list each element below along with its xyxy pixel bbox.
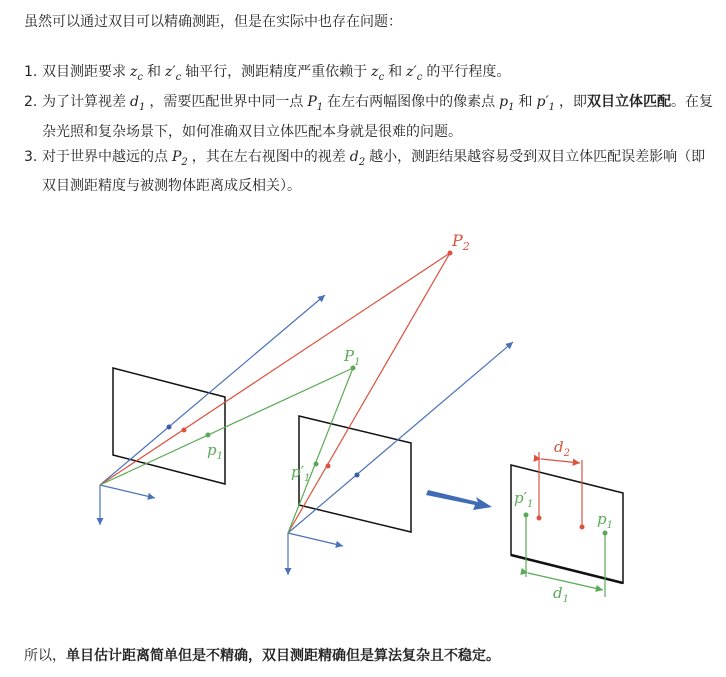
label-P2: $P_2$ [452,231,470,253]
bold-term: 双目立体匹配 [587,93,671,110]
math-P1: $P_1$ [307,93,324,113]
math-d1: $d_1$ [130,93,146,113]
label-p1prime-middle: $p'_1$ [291,463,311,484]
right-p1prime-point [314,462,319,467]
d2-arrow [541,459,580,463]
math-zc: $z_c$ [130,64,143,83]
ray-right-P2 [288,253,450,533]
label-P1: $P_1$ [344,347,361,368]
left-camera [100,253,450,525]
problem-list [24,60,714,199]
left-P2-projection [182,428,187,433]
list-item: 2. 为了计算视差 $d_1$ ，需要匹配世界中同一点 $P_1$ 在左右两幅图像中的像素点 $p_1$ 和 $p'_1$ ，即双目立体匹配。在复杂光照和复杂场景下，如何准确双目立体匹配本身就是很难的问题。 [24,93,713,140]
math-d2: $d_2$ [349,148,366,168]
ray-left-P2 [100,253,450,485]
left-p1-point [206,433,211,438]
label-p1prime-right: $p'_1$ [514,489,534,510]
list-item: 1. 双目测距要求 $z_c$ 和 $z'_c$ 轴平行，测距精度严重依赖于 $z_c$ 和 $z'_c$ 的平行程度。 [24,64,511,83]
list-item: 3. 对于世界中越远的点 $P_2$ ，其在左右视图中的视差 $d_2$ 越小，测距结果越容易受到双目立体匹配误差影响（即双目测距精度与被测物体距离成反相关）。 [24,148,706,195]
conclusion-text: 所以，单目估计距离简单但是不精确，双目测距精确但是算法复杂且不稳定。 [24,648,500,664]
label-d1: $d_1$ [553,584,569,605]
right-axis-x [288,533,343,546]
intro-text: 虽然可以通过双目可以精确测距，但是在实际中也存在问题： [24,14,402,30]
math-zc: $z_c$ [371,64,385,83]
right-camera [288,253,513,575]
ray-left-P1 [100,368,353,485]
right-P2-projection [326,464,331,469]
math-p1-prime: $p'_1$ [536,93,555,113]
left-axis-x [100,485,155,498]
transition-arrow-icon [426,490,492,510]
overlay-image [511,438,623,605]
stereo-diagram [0,220,726,620]
math-zc-prime: $z'_c$ [165,64,182,83]
right-axis-point [355,473,360,478]
math-zc-prime: $z'_c$ [406,64,423,83]
point-P2 [448,251,453,256]
math-p1: $p_1$ [499,93,515,113]
ray-right-P1 [288,368,353,533]
left-axis-point [167,425,172,430]
label-p1-right: $p_1$ [597,510,613,531]
label-p1-left: $p_1$ [207,441,223,462]
label-d2: $d_2$ [554,438,570,459]
math-P2: $P_2$ [172,148,188,168]
